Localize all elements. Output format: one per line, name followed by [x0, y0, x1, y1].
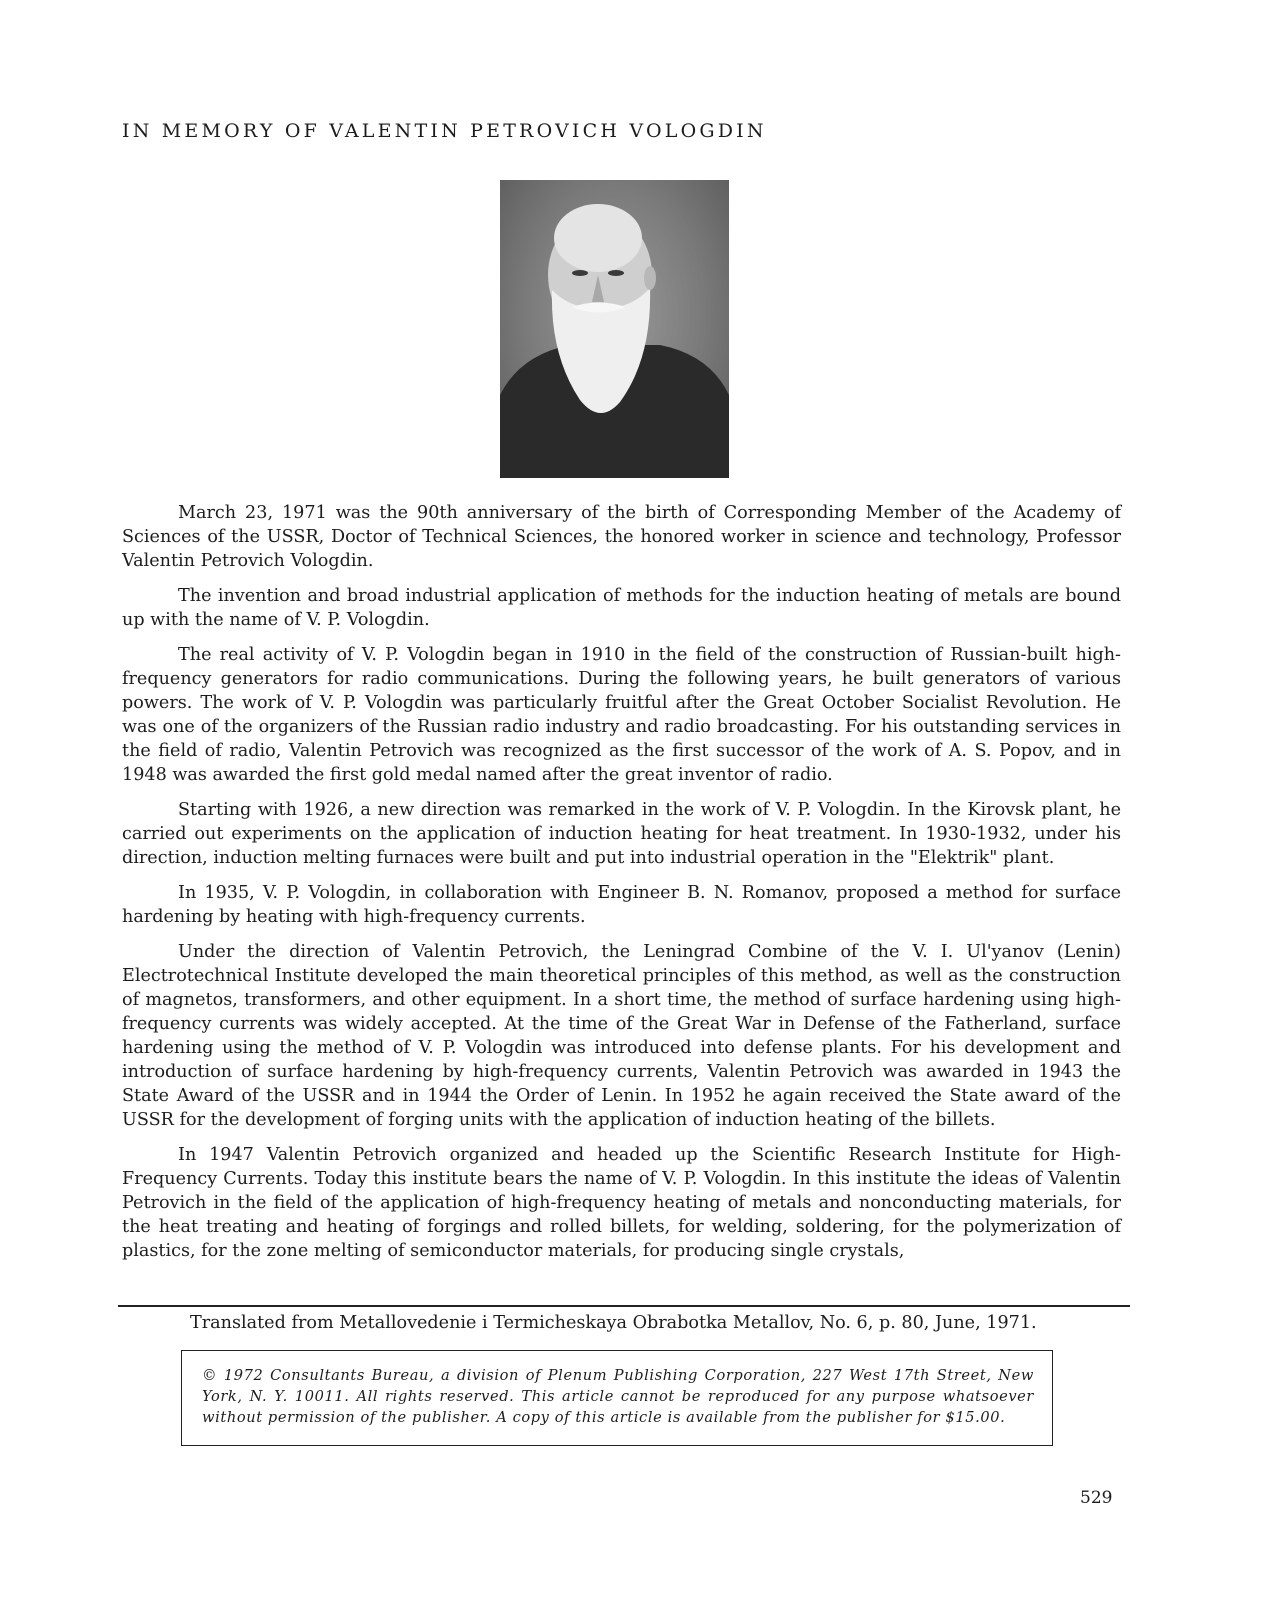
paragraph: In 1935, V. P. Vologdin, in collaboration with Engineer B. N. Romanov, proposed a method for surface hardening by heating with high-frequency currents. [122, 883, 1121, 927]
paragraph: The real activity of V. P. Vologdin began in 1910 in the field of the construction of Russian-built high-frequency generators for radio communications. During the following years, he built generators of various powers. The work of V. P. Vologdin was particularly fruitful after the Great October Socialist Revolution. He was one of the organizers of the Russian radio industry and radio broadcasting. For his outstanding services in the field of radio, Valentin Petrovich was recognized as the first successor of the work of A. S. Popov, and in 1948 was awarded the first gold medal named after the great inventor of radio. [122, 645, 1121, 785]
copyright-text: © 1972 Consultants Bureau, a division of Plenum Publishing Corporation, 227 West 17th Street, New York, N. Y. 10011. All rights reserved. This article cannot be reproduced for any purpose whatsoever without permission of the publisher. A copy of this article is available from the publisher for $15.00. [202, 1367, 1034, 1426]
article-title: IN MEMORY OF VALENTIN PETROVICH VOLOGDIN [122, 120, 767, 142]
copyright-box [181, 1350, 1053, 1446]
paragraph: Starting with 1926, a new direction was remarked in the work of V. P. Vologdin. In the Kirovsk plant, he carried out experiments on the application of induction heating for heat treatment. In 1930-1932, under his direction, induction melting furnaces were built and put into industrial operation in the "Elektrik" plant. [122, 800, 1121, 868]
footnote-divider [118, 1305, 1130, 1307]
article-body [122, 501, 1121, 1274]
paragraph: In 1947 Valentin Petrovich organized and headed up the Scientific Research Institute for High-Frequency Currents. Today this institute bears the name of V. P. Vologdin. In this institute the ideas of Valentin Petrovich in the field of the application of high-frequency heating of metals and nonconducting materials, for the heat treating and heating of forgings and rolled billets, for welding, soldering, for the polymerization of plastics, for the zone melting of semiconductor materials, for producing single crystals, [122, 1145, 1121, 1261]
paragraph: March 23, 1971 was the 90th anniversary of the birth of Corresponding Member of the Academy of Sciences of the USSR, Doctor of Technical Sciences, the honored worker in science and technology, Professor Valentin Petrovich Vologdin. [122, 503, 1121, 571]
page-number: 529 [1080, 1488, 1113, 1508]
paragraph: The invention and broad industrial application of methods for the induction heating of metals are bound up with the name of V. P. Vologdin. [122, 586, 1121, 630]
portrait-figure [500, 180, 729, 478]
portrait-photo [500, 180, 729, 478]
paragraph: Under the direction of Valentin Petrovich, the Leningrad Combine of the V. I. Ul'yanov (Lenin) Electrotechnical Institute developed the main theoretical principles of this method, as well as the construction of magnetos, transformers, and other equipment. In a short time, the method of surface hardening using high-frequency currents was widely accepted. At the time of the Great War in Defense of the Fatherland, surface hardening using the method of V. P. Vologdin was introduced into defense plants. For his development and introduction of surface hardening by high-frequency currents, Valentin Petrovich was awarded in 1943 the State Award of the USSR and in 1944 the Order of Lenin. In 1952 he again received the State award of the USSR for the development of forging units with the application of induction heating of the billets. [122, 942, 1121, 1130]
translation-note: Translated from Metallovedenie i Termicheskaya Obrabotka Metallov, No. 6, p. 80, June, 1971. [190, 1313, 1037, 1333]
